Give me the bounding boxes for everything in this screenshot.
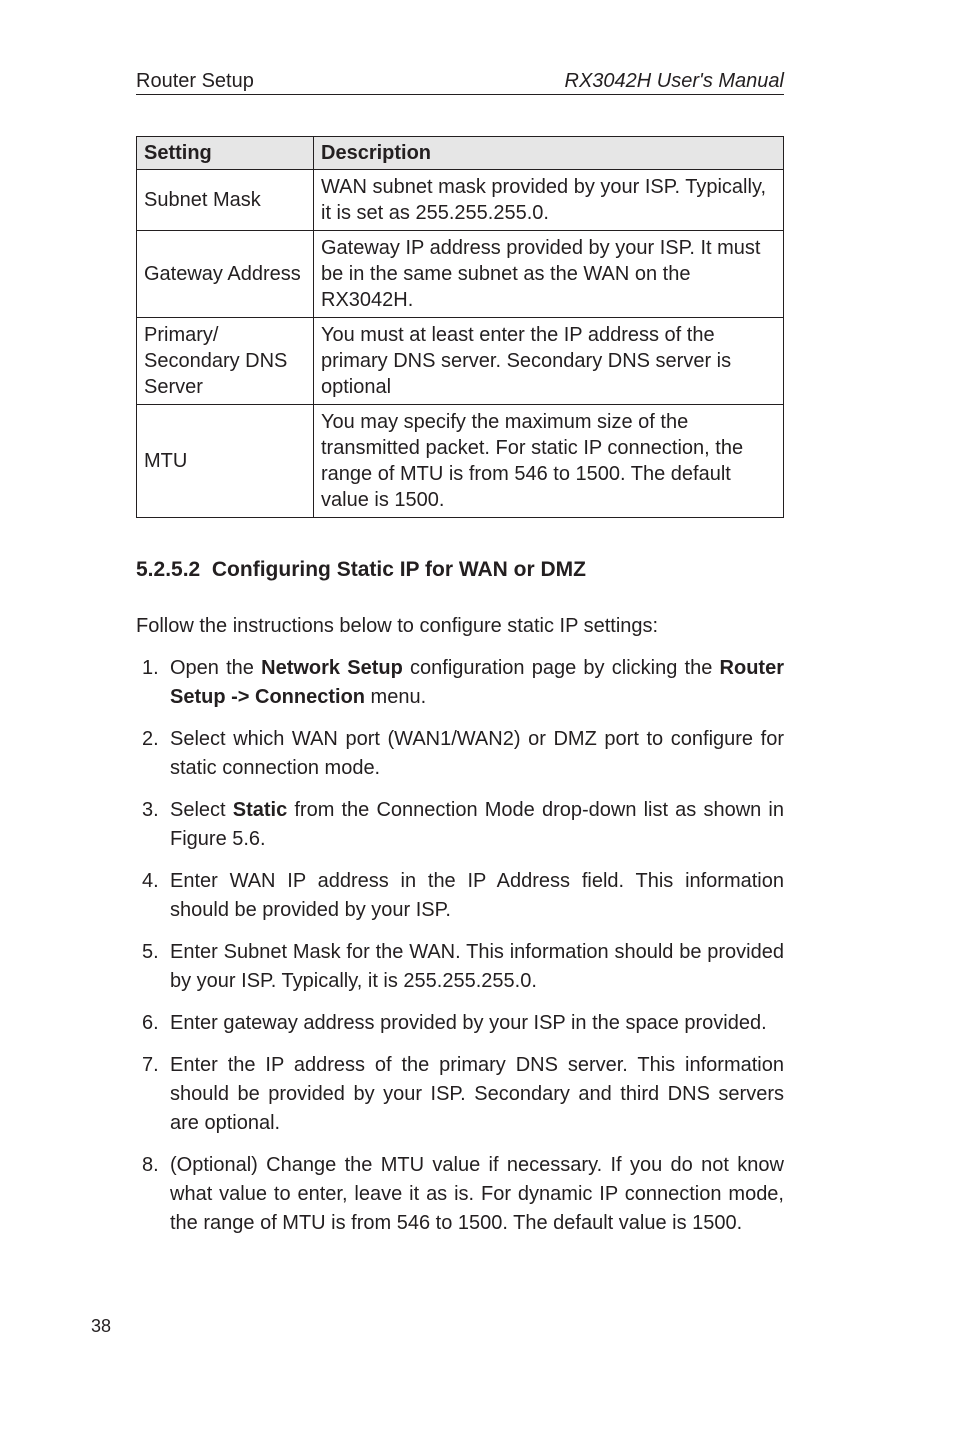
intro-paragraph: Follow the instructions below to configure static IP settings:: [136, 615, 659, 637]
setting-cell: MTU: [137, 405, 314, 518]
step-number: 6.: [142, 1012, 159, 1034]
step-bold-text: Router Setup -> Connection: [170, 657, 784, 708]
step-number: 5.: [142, 941, 159, 963]
list-item: [142, 867, 784, 925]
description-cell: You must at least enter the IP address of the primary DNS server. Secondary DNS server is optional: [314, 318, 784, 405]
column-header-description: Description: [314, 137, 784, 170]
list-item: [142, 1009, 784, 1038]
section-heading: 5.2.5.2 Configuring Static IP for WAN or DMZ: [136, 558, 586, 581]
step-bold-text: Static: [232, 799, 288, 821]
step-number: 4.: [142, 870, 159, 892]
step-text: Enter the IP address of the primary DNS server. This information should be provided by your ISP. Secondary and third DNS servers are optional.: [170, 1054, 784, 1134]
step-number: 8.: [142, 1154, 159, 1176]
step-text: configuration page by clicking the: [402, 657, 720, 679]
list-item: [142, 1151, 784, 1238]
step-text: menu.: [365, 686, 427, 708]
list-item: [142, 1051, 784, 1138]
step-text: Select which WAN port (WAN1/WAN2) or DMZ port to configure for static connection mode.: [170, 728, 784, 779]
step-text: Select: [170, 799, 233, 821]
setting-cell: Primary/ Secondary DNS Server: [137, 318, 314, 405]
table-row: [137, 170, 784, 231]
table-row: [137, 318, 784, 405]
setting-cell: Gateway Address: [137, 231, 314, 318]
settings-table: [136, 136, 784, 518]
step-text: Open the: [170, 657, 262, 679]
step-text: from the Connection Mode drop-down list as shown in Figure 5.6.: [170, 799, 784, 850]
step-number: 2.: [142, 728, 159, 750]
step-number: 1.: [142, 657, 159, 679]
header-section-title: Router Setup: [136, 70, 254, 92]
description-cell: You may specify the maximum size of the transmitted packet. For static IP connection, the range of MTU is from 546 to 1500. The default value is 1500.: [314, 405, 784, 518]
list-item: [142, 654, 784, 712]
step-number: 3.: [142, 799, 159, 821]
list-item: [142, 938, 784, 996]
list-item: [142, 725, 784, 783]
page-header: [136, 70, 784, 95]
table-row: [137, 231, 784, 318]
header-manual-title: RX3042H User's Manual: [564, 70, 784, 92]
table-header-row: [137, 137, 784, 170]
setting-cell: Subnet Mask: [137, 170, 314, 231]
step-text: Enter gateway address provided by your ISP in the space provided.: [170, 1012, 767, 1034]
list-item: [142, 796, 784, 854]
step-text: (Optional) Change the MTU value if necessary. If you do not know what value to enter, leave it as is. For dynamic IP connection mode, the range of MTU is from 546 to 1500. The default value is 1500.: [170, 1154, 784, 1234]
description-cell: WAN subnet mask provided by your ISP. Typically, it is set as 255.255.255.0.: [314, 170, 784, 231]
instruction-list: [142, 654, 784, 1251]
step-bold-text: Network Setup: [261, 657, 403, 679]
step-number: 7.: [142, 1054, 159, 1076]
step-text: Enter Subnet Mask for the WAN. This information should be provided by your ISP. Typically, it is 255.255.255.0.: [170, 941, 784, 992]
description-cell: Gateway IP address provided by your ISP. It must be in the same subnet as the WAN on the RX3042H.: [314, 231, 784, 318]
table-row: [137, 405, 784, 518]
step-text: Enter WAN IP address in the IP Address field. This information should be provided by your ISP.: [170, 870, 784, 921]
page-number: 38: [91, 1316, 112, 1336]
column-header-setting: Setting: [137, 137, 314, 170]
